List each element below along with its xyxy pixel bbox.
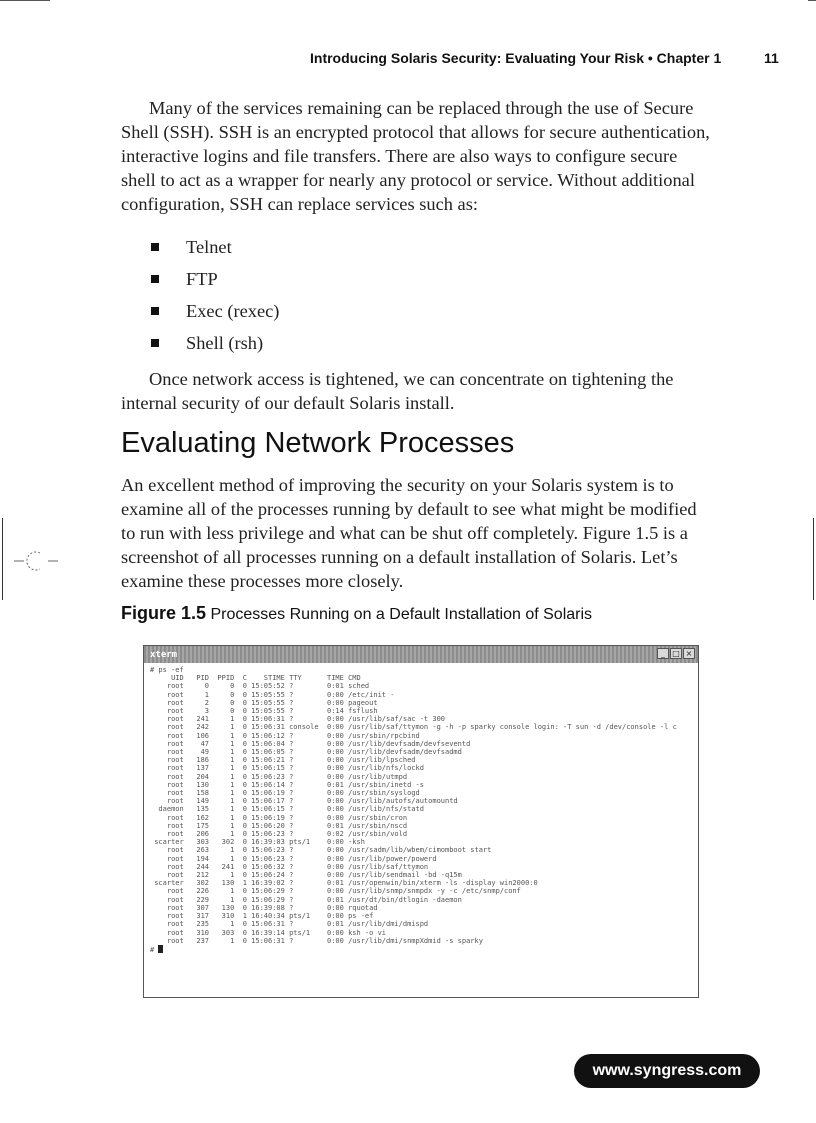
maximize-icon[interactable]: □ <box>670 648 682 659</box>
square-bullet-icon <box>151 275 159 283</box>
square-bullet-icon <box>151 307 159 315</box>
terminal-row: root 186 1 0 15:06:21 ? 0:00 /usr/lib/lpsched <box>166 756 416 765</box>
terminal-row: root 212 1 0 15:06:24 ? 0:00 /usr/lib/sendmail -bd -q15m <box>166 871 462 880</box>
crop-mark-top <box>0 0 50 1</box>
figure-title: Processes Running on a Default Installation of Solaris <box>210 606 593 623</box>
terminal-row: daemon 135 1 0 15:06:15 ? 0:00 /usr/lib/nfs/statd <box>158 805 424 814</box>
terminal-row: root 241 1 0 15:06:31 ? 0:00 /usr/lib/saf/sac -t 300 <box>166 715 446 724</box>
list-item <box>151 263 279 295</box>
crop-mark-right <box>808 0 816 1</box>
square-bullet-icon <box>151 339 159 347</box>
terminal-row: scarter 303 302 0 16:39:03 pts/1 0:00 -ksh <box>154 838 365 847</box>
terminal-row: root 226 1 0 15:06:29 ? 0:00 /usr/lib/snmp/snmpdx -y -c /etc/snmp/conf <box>166 887 521 896</box>
terminal-row: root 263 1 0 15:06:23 ? 0:00 /usr/sadm/lib/wbem/cimomboot start <box>166 846 492 855</box>
terminal-row: root 307 130 0 16:39:08 ? 0:00 rquotad <box>166 903 378 912</box>
terminal-row: root 194 1 0 15:06:23 ? 0:00 /usr/lib/power/powerd <box>166 854 437 863</box>
terminal-row: root 237 1 0 15:06:31 ? 0:00 /usr/lib/dmi/snmpXdmid -s sparky <box>166 936 483 945</box>
terminal-row: root 235 1 0 15:06:31 ? 0:01 /usr/lib/dmi/dmispd <box>166 920 429 929</box>
terminal-final-prompt: # <box>150 945 159 954</box>
list-item <box>151 231 279 263</box>
terminal-row: root 162 1 0 15:06:19 ? 0:00 /usr/sbin/cron <box>166 813 408 822</box>
terminal-row: root 106 1 0 15:06:12 ? 0:00 /usr/sbin/rpcbind <box>166 731 420 740</box>
section-heading: Evaluating Network Processes <box>121 427 515 459</box>
list-item <box>151 295 279 327</box>
terminal-rows <box>150 682 677 944</box>
terminal-output <box>144 663 698 954</box>
terminal-screenshot <box>143 645 699 998</box>
terminal-row: root 149 1 0 15:06:17 ? 0:00 /usr/lib/autofs/automountd <box>166 797 458 806</box>
terminal-row: scarter 302 130 1 16:39:02 ? 0:01 /usr/openwin/bin/xterm -ls -display win2000:0 <box>154 879 538 888</box>
terminal-row: root 244 241 0 15:06:32 ? 0:00 /usr/lib/saf/ttymon <box>166 862 429 871</box>
terminal-cursor <box>158 945 163 953</box>
square-bullet-icon <box>151 243 159 251</box>
list-item <box>151 327 279 359</box>
paragraph-ssh-intro: Many of the services remaining can be replaced through the use of Secure Shell (SSH). SSH is an encrypted protocol that allows for secure authentication, interactive logins and file transfers. There are also ways to configure secure shell to act as a wrapper for nearly any protocol or service. Without additional configuration, SSH can replace services such as: <box>121 98 710 214</box>
figure-caption <box>121 603 592 624</box>
list-item-label: FTP <box>186 269 218 289</box>
margin-rule-right <box>813 518 814 600</box>
terminal-row: root 137 1 0 15:06:15 ? 0:00 /usr/lib/nfs/lockd <box>166 764 424 773</box>
terminal-row: root 175 1 0 15:06:20 ? 0:01 /usr/sbin/nscd <box>166 821 408 830</box>
window-title: xterm <box>150 649 178 660</box>
page-number: 11 <box>764 50 779 66</box>
terminal-row: root 229 1 0 15:06:29 ? 0:01 /usr/dt/bin/dtlogin -daemon <box>166 895 462 904</box>
paragraph-evaluating: An excellent method of improving the security on your Solaris system is to examine all of the processes running by default to see what might be modified to run with less privilege and what can be shut off completely. Figure 1.5 is a screenshot of all processes running on a default installation of Solaris. Let’s examine these processes more closely. <box>121 475 697 591</box>
terminal-row: root 206 1 0 15:06:23 ? 0:02 /usr/sbin/vold <box>166 830 408 839</box>
figure-label: Figure 1.5 <box>121 603 207 623</box>
window-controls <box>657 648 695 659</box>
terminal-row: root 2 0 0 15:05:55 ? 0:00 pageout <box>166 698 378 707</box>
terminal-row: root 317 310 1 16:40:34 pts/1 0:00 ps -ef <box>166 912 374 921</box>
terminal-row: root 49 1 0 15:06:05 ? 0:00 /usr/lib/devfsadm/devfsadmd <box>166 748 462 757</box>
terminal-row: root 310 303 0 16:39:14 pts/1 0:00 ksh -o vi <box>166 928 387 937</box>
terminal-row: root 130 1 0 15:06:14 ? 0:01 /usr/sbin/inetd -s <box>166 780 424 789</box>
terminal-row: root 204 1 0 15:06:23 ? 0:00 /usr/lib/utmpd <box>166 772 408 781</box>
window-titlebar <box>144 646 698 663</box>
paragraph-tightened: Once network access is tightened, we can concentrate on tightening the internal security of our default Solaris install. <box>121 369 674 413</box>
ssh-service-list <box>151 231 279 359</box>
terminal-command: # ps -ef <box>150 666 184 674</box>
registration-mark-icon <box>14 548 60 574</box>
margin-rule-left <box>2 518 3 600</box>
terminal-column-headers: UID PID PPID C STIME TTY TIME CMD <box>150 674 361 683</box>
list-item-label: Exec (rexec) <box>186 301 280 321</box>
close-icon[interactable]: × <box>683 648 695 659</box>
terminal-row: root 1 0 0 15:05:55 ? 0:00 /etc/init - <box>166 690 395 699</box>
terminal-row: root 0 0 0 15:05:52 ? 0:01 sched <box>166 682 370 691</box>
terminal-row: root 3 0 0 15:05:55 ? 0:14 fsflush <box>166 707 378 716</box>
footer-url[interactable]: www.syngress.com <box>574 1054 760 1088</box>
running-head: Introducing Solaris Security: Evaluating Your Risk • Chapter 1 <box>310 50 722 66</box>
list-item-label: Telnet <box>186 237 232 257</box>
terminal-row: root 158 1 0 15:06:19 ? 0:00 /usr/sbin/syslogd <box>166 789 420 798</box>
minimize-icon[interactable]: _ <box>657 648 669 659</box>
terminal-row: root 47 1 0 15:06:04 ? 0:00 /usr/lib/devfsadm/devfseventd <box>166 739 471 748</box>
list-item-label: Shell (rsh) <box>186 333 264 353</box>
terminal-row: root 242 1 0 15:06:31 console 0:00 /usr/lib/saf/ttymon -g -h -p sparky console login: -T sun -d /dev/console -l c <box>166 723 677 732</box>
